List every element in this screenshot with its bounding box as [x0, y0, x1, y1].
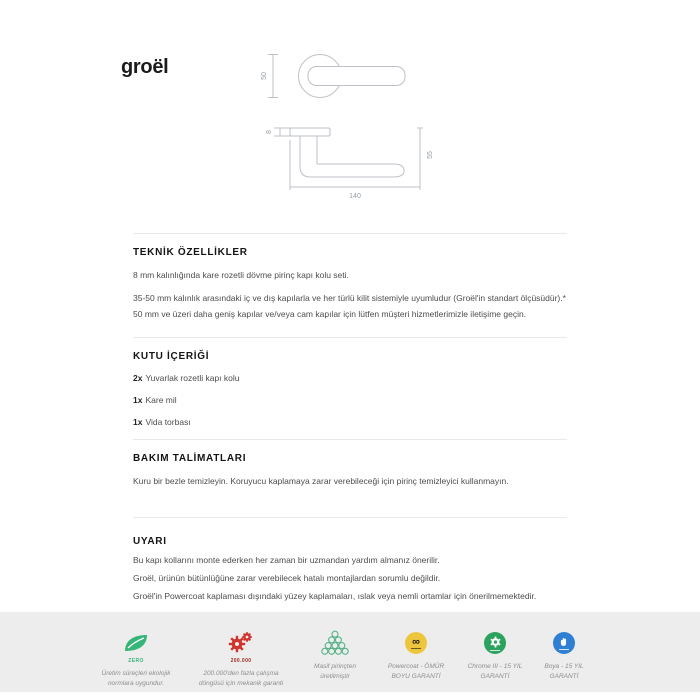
- section-care-instructions: [133, 439, 567, 517]
- technical-paragraph-2-line-1: 35-50 mm kalınlık arasındaki iç ve dış kapılarla ve her türlü kilit sistemiyle uyumludur (Groël'in standart ölçüsüdür).*: [133, 293, 566, 303]
- warning-paragraph-3: Groël'in Powercoat kaplaması dışındaki yüzey kaplamaları, ıslak veya nemli ortamlar için önerilmemektedir.: [133, 591, 537, 601]
- badge-paint-caption: Boya - 15 YIL GARANTİ: [544, 663, 584, 681]
- box-item-qty: 1x: [133, 417, 143, 427]
- infinity-badge-icon: ∞: [405, 629, 427, 657]
- section-title: TEKNİK ÖZELLİKLER: [133, 247, 248, 258]
- dimension-handle-height: 55: [427, 151, 434, 159]
- section-technical-specs: [133, 233, 567, 337]
- section-title: UYARI: [133, 536, 167, 547]
- box-item-qty: 2x: [133, 373, 143, 383]
- badge-chrome-warranty: [466, 629, 524, 682]
- badge-powercoat-warranty: [380, 629, 452, 682]
- certification-footer: [0, 612, 700, 692]
- paint-badge-icon: [553, 629, 575, 657]
- dimension-rosette-thickness: 8: [266, 130, 273, 134]
- badge-mechanical-warranty: [192, 629, 290, 689]
- dimension-front-diameter: 50: [261, 72, 268, 80]
- section-box-contents: [133, 337, 567, 439]
- badge-cycles-label: 200.000: [230, 658, 252, 664]
- box-item: [133, 394, 567, 407]
- section-warning: [133, 517, 567, 603]
- care-paragraph: Kuru bir bezle temizleyin. Koruyucu kaplamaya zarar verebileceği için pirinç temizleyici kullanmayın.: [133, 476, 509, 486]
- box-item-qty: 1x: [133, 395, 143, 405]
- technical-paragraph-1: 8 mm kalınlığında kare rozetli dövme pirinç kapı kolu seti.: [133, 270, 349, 280]
- chrome-badge-icon: [484, 629, 506, 657]
- box-item: [133, 416, 567, 429]
- box-item: [133, 372, 567, 385]
- badge-eco-label: ZERO: [128, 658, 144, 664]
- brass-pyramid-icon: [320, 629, 350, 657]
- badge-solid-brass: [304, 629, 366, 682]
- badge-cycles-caption: 200.000'den fazla çalışma döngüsü için mekanik garanti: [198, 670, 284, 688]
- leaf-icon: [121, 629, 151, 657]
- dimension-handle-length: 140: [349, 193, 361, 200]
- badge-eco: [94, 629, 178, 689]
- box-item-label: Kare mil: [145, 395, 177, 405]
- technical-drawing: [250, 45, 450, 205]
- section-title: BAKIM TALİMATLARI: [133, 453, 247, 464]
- brand-logo: groël: [121, 56, 169, 78]
- section-title: KUTU İÇERİĞİ: [133, 351, 210, 362]
- box-item-label: Yuvarlak rozetli kapı kolu: [145, 373, 240, 383]
- content-column: [133, 233, 567, 603]
- gears-icon: [226, 629, 256, 657]
- warning-paragraph-1: Bu kapı kollarını monte ederken her zaman bir uzmandan yardım almanız önerilir.: [133, 555, 440, 565]
- badge-powercoat-caption: Powercoat - ÖMÜR BOYU GARANTİ: [387, 663, 445, 681]
- badge-brass-caption: Masif pirinçten üretilmiştir: [314, 663, 356, 681]
- box-item-label: Vida torbası: [145, 417, 191, 427]
- badge-chrome-caption: Chrome III - 15 YIL GARANTİ: [467, 663, 523, 681]
- badge-eco-caption: Üretim süreçleri ekolojik normlara uygundur.: [101, 670, 171, 688]
- technical-paragraph-2-line-2: 50 mm ve üzeri daha geniş kapılar ve/veya cam kapılar için lütfen müşteri hizmetlerimizle iletişime geçin.: [133, 309, 527, 319]
- badge-paint-warranty: [538, 629, 590, 682]
- warning-paragraph-2: Groël, ürünün bütünlüğüne zarar verebilecek hatalı montajlardan sorumlu değildir.: [133, 573, 441, 583]
